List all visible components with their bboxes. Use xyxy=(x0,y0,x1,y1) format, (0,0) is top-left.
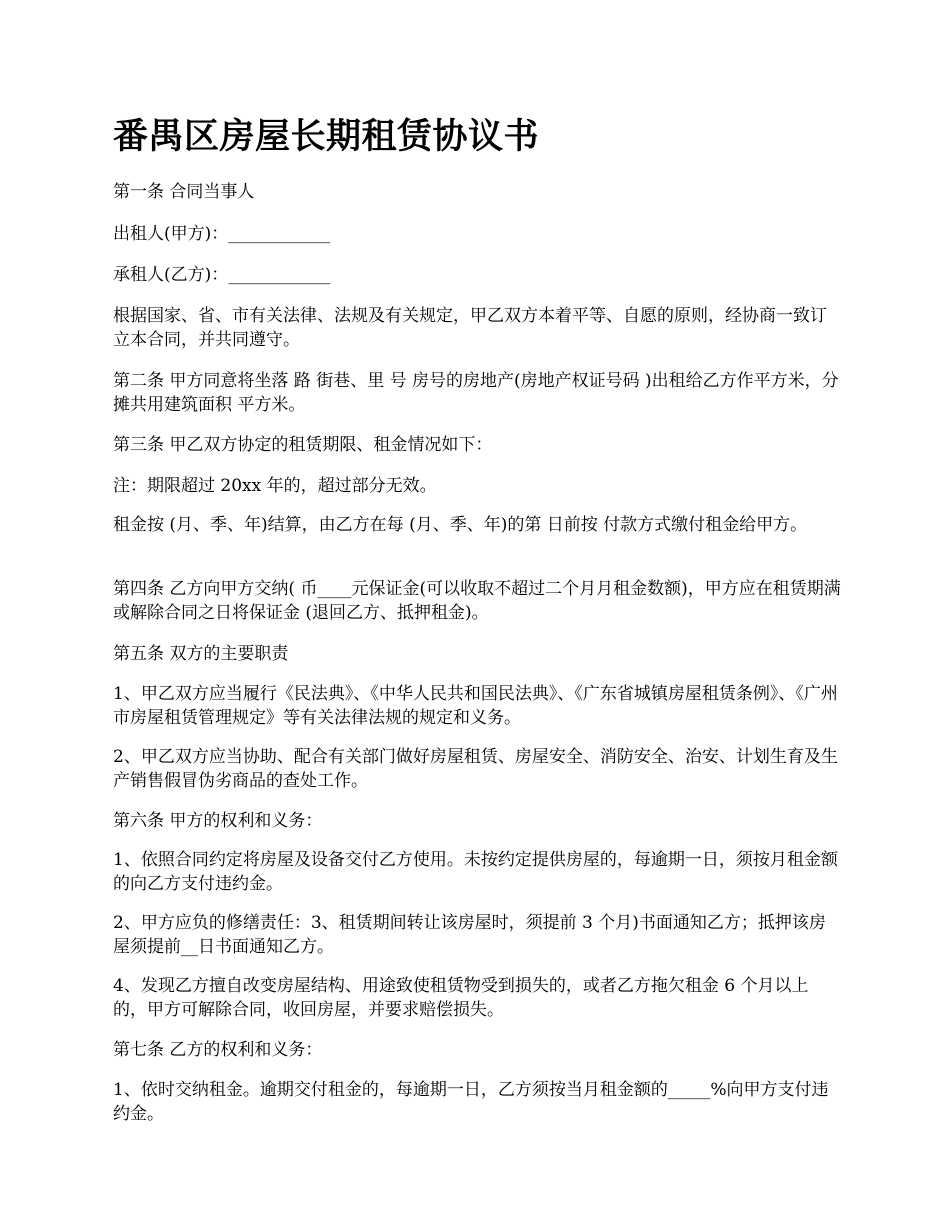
article-5-item-2: 2、甲乙双方应当协助、配合有关部门做好房屋租赁、房屋安全、消防安全、治安、计划生育及生产销售假冒伪劣商品的查处工作。 xyxy=(113,747,838,791)
article-5-heading: 第五条 双方的主要职责 xyxy=(113,644,289,664)
article-6-item-2-3: 2、甲方应负的修缮责任：3、租赁期间转让该房屋时，须提前 3 个月)书面通知乙方；抵押该房屋须提前__日书面通知乙方。 xyxy=(113,913,826,957)
article-6-heading: 第六条 甲方的权利和义务： xyxy=(113,811,323,831)
term-note-paragraph: 注：期限超过 20xx 年的，超过部分无效。 xyxy=(113,476,437,496)
lessor-line: 出租人(甲方)：____________ xyxy=(113,224,331,244)
article-7-item-1: 1、依时交纳租金。逾期交付租金的，每逾期一日，乙方须按当月租金额的_____%向甲方支付违约金。 xyxy=(113,1080,829,1124)
article-3-paragraph: 第三条 甲乙双方协定的租赁期限、租金情况如下： xyxy=(113,435,493,455)
article-4-paragraph: 第四条 乙方向甲方交纳( 币____元保证金(可以收取不超过二个月月租金数额)，甲方应在租赁期满或解除合同之日将保证金 (退回乙方、抵押租金)。 xyxy=(113,579,841,623)
document-title: 番禺区房屋长期租赁协议书 xyxy=(113,116,540,157)
preamble-paragraph: 根据国家、省、市有关法律、法规及有关规定，甲乙双方本着平等、自愿的原则，经协商一致订立本合同，并共同遵守。 xyxy=(113,306,827,350)
rent-payment-paragraph: 租金按 (月、季、年)结算，由乙方在每 (月、季、年)的第 日前按 付款方式缴付租金给甲方。 xyxy=(113,515,808,535)
article-1-heading: 第一条 合同当事人 xyxy=(113,182,255,202)
article-7-heading: 第七条 乙方的权利和义务： xyxy=(113,1040,323,1060)
lessee-line: 承租人(乙方)：____________ xyxy=(113,265,331,285)
article-6-item-1: 1、依照合同约定将房屋及设备交付乙方使用。未按约定提供房屋的，每逾期一日，须按月租金额的向乙方支付违约金。 xyxy=(113,850,838,894)
article-2-paragraph: 第二条 甲方同意将坐落 路 街巷、里 号 房号的房地产(房地产权证号码 )出租给乙方作平方米，分摊共用建筑面积 平方米。 xyxy=(113,371,839,415)
article-6-item-4: 4、发现乙方擅自改变房屋结构、用途致使租赁物受到损失的，或者乙方拖欠租金 6 个月以上的，甲方可解除合同，收回房屋，并要求赔偿损失。 xyxy=(113,976,809,1020)
article-5-item-1: 1、甲乙双方应当履行《民法典》、《中华人民共和国民法典》、《广东省城镇房屋租赁条例》、《广州市房屋租赁管理规定》等有关法律法规的规定和义务。 xyxy=(113,684,838,728)
